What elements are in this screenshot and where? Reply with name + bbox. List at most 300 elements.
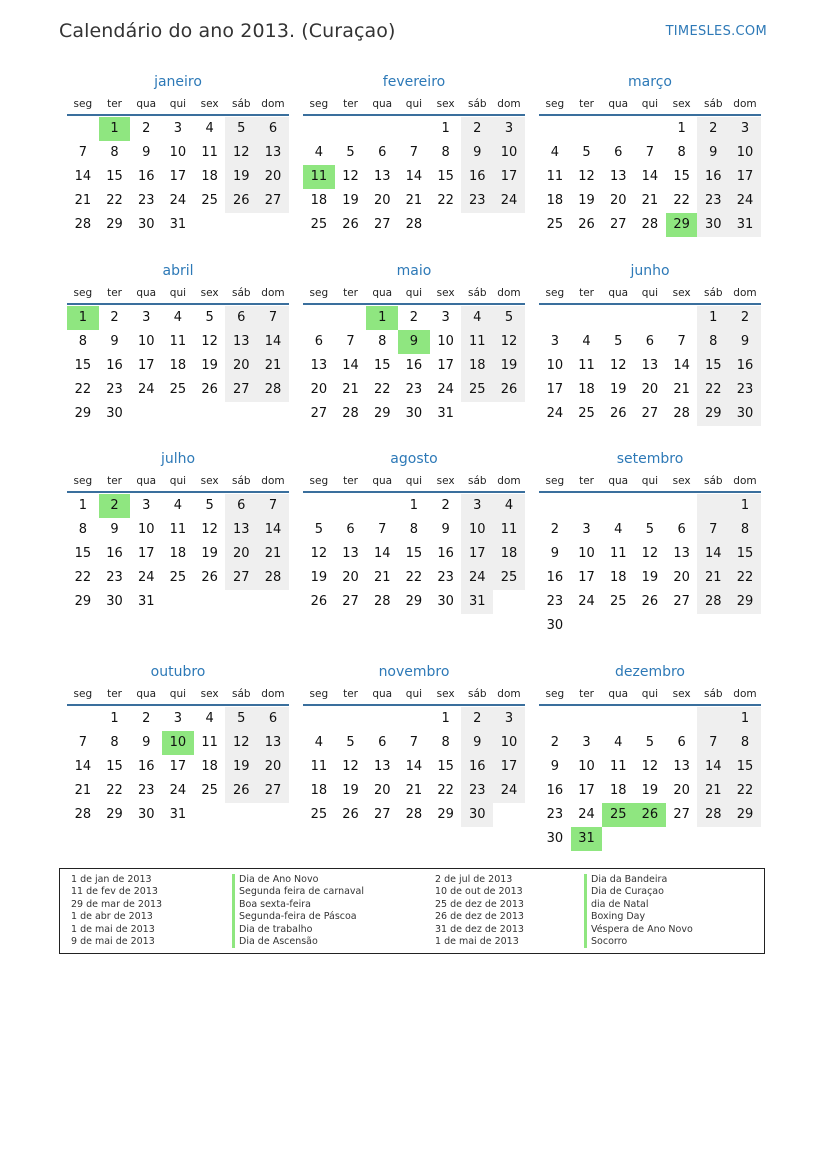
day-cell: 17	[169, 759, 187, 774]
day-cell: 16	[137, 169, 155, 184]
day-cell: 1	[441, 711, 450, 726]
day-cell: 1	[729, 707, 761, 731]
weekday-label: sex	[436, 475, 455, 487]
day-cell: 26	[609, 406, 627, 421]
day-cell: 13	[257, 731, 289, 755]
day-cell: 17	[169, 169, 187, 184]
day-cell: 10	[546, 358, 564, 373]
day-cell: 13	[310, 358, 328, 373]
empty-cell	[539, 306, 571, 330]
holiday-dates-right	[435, 874, 524, 948]
day-cell: 25	[546, 217, 564, 232]
day-cell: 13	[673, 546, 690, 561]
weekday-label: ter	[343, 475, 358, 487]
day-cell: 5	[225, 117, 257, 141]
day-cell: 19	[578, 193, 595, 208]
day-cell: 9	[550, 546, 559, 561]
day-cell: 14	[697, 542, 729, 566]
day-cell: 20	[257, 165, 289, 189]
day-cell: 31	[169, 807, 187, 822]
day-cell: 19	[342, 783, 359, 798]
day-cell: 26	[578, 217, 595, 232]
day-cell: 4	[173, 498, 183, 513]
day-cell: 28	[641, 217, 659, 232]
day-cell: 13	[225, 518, 257, 542]
day-cell: 14	[74, 169, 92, 184]
day-cell: 27	[257, 189, 289, 213]
day-cell: 22	[437, 783, 454, 798]
day-cell: 16	[546, 783, 564, 798]
holiday-names-left	[232, 874, 364, 948]
empty-cell	[257, 402, 289, 426]
holiday-date: 29 de mar de 2013	[71, 898, 163, 910]
weekday-label: qui	[169, 688, 187, 700]
day-cell: 20	[225, 354, 257, 378]
day-cell: 27	[342, 594, 359, 609]
day-cell: 23	[461, 189, 493, 213]
day-cell: 5	[346, 145, 355, 160]
day-cell: 22	[697, 378, 729, 402]
day-cell: 22	[74, 382, 92, 397]
month-maio	[303, 261, 525, 426]
day-cell: 27	[373, 217, 391, 232]
weekday-label: dom	[733, 475, 757, 487]
weekday-label: qui	[405, 98, 423, 110]
day-cell: 31	[461, 590, 493, 614]
weekday-label: qua	[136, 98, 157, 110]
empty-cell	[493, 402, 525, 426]
day-cell: 24	[546, 406, 564, 421]
holiday-date: 31 de dez de 2013	[435, 923, 524, 935]
holiday-name: Dia de trabalho	[232, 924, 364, 936]
weekday-label: dom	[733, 287, 757, 299]
weekday-label: seg	[73, 475, 93, 487]
day-cell: 16	[461, 755, 493, 779]
day-cell: 15	[673, 169, 690, 184]
day-cell: 1	[110, 711, 119, 726]
empty-cell	[303, 306, 335, 330]
weekday-header	[539, 684, 761, 706]
day-cell: 6	[677, 735, 686, 750]
day-cell: 11	[578, 358, 595, 373]
month-novembro	[303, 662, 525, 827]
day-cell: 27	[673, 807, 690, 822]
weekday-header	[303, 471, 525, 493]
day-cell: 16	[405, 358, 423, 373]
day-cell: 19	[609, 382, 627, 397]
day-cell: 2	[550, 735, 559, 750]
day-cell: 6	[378, 145, 387, 160]
holiday-date: 1 de mai de 2013	[71, 923, 155, 935]
day-cell: 5	[582, 145, 591, 160]
weekday-label: seg	[545, 688, 565, 700]
holiday-day-cell: 31	[571, 827, 603, 851]
day-cell: 13	[641, 358, 659, 373]
day-cell: 21	[74, 783, 92, 798]
day-cell: 15	[74, 546, 92, 561]
weekday-label: qui	[641, 98, 659, 110]
day-cell: 21	[257, 542, 289, 566]
weekday-label: ter	[579, 688, 594, 700]
day-cell: 12	[609, 358, 627, 373]
day-cell: 9	[441, 522, 450, 537]
day-cell: 8	[677, 145, 686, 160]
weekday-label: qua	[136, 688, 157, 700]
day-grid	[539, 707, 761, 851]
weekday-header	[539, 471, 761, 493]
day-cell: 25	[578, 406, 595, 421]
empty-cell	[634, 707, 666, 731]
day-grid	[303, 494, 525, 614]
day-cell: 6	[257, 117, 289, 141]
holiday-name: Boa sexta-feira	[232, 899, 364, 911]
day-cell: 22	[106, 783, 123, 798]
day-cell: 21	[641, 193, 659, 208]
empty-cell	[666, 306, 698, 330]
weekday-label: qui	[641, 475, 659, 487]
day-cell: 12	[342, 169, 359, 184]
empty-cell	[366, 494, 398, 518]
weekday-label: sáb	[231, 98, 251, 110]
empty-cell	[335, 494, 367, 518]
month-title: janeiro	[154, 74, 202, 90]
day-cell: 16	[437, 546, 454, 561]
weekday-label: ter	[107, 287, 122, 299]
day-cell: 30	[106, 406, 123, 421]
day-cell: 23	[729, 378, 761, 402]
day-cell: 26	[493, 378, 525, 402]
day-cell: 18	[201, 169, 218, 184]
day-cell: 8	[409, 522, 419, 537]
holiday-date: 1 de abr de 2013	[71, 911, 153, 923]
holiday-date: 2 de jul de 2013	[435, 874, 513, 885]
day-cell: 24	[437, 382, 454, 397]
day-cell: 27	[673, 594, 690, 609]
day-cell: 12	[641, 546, 659, 561]
month-title: outubro	[150, 664, 206, 680]
day-cell: 26	[310, 594, 328, 609]
day-cell: 6	[614, 145, 623, 160]
day-cell: 7	[409, 735, 419, 750]
day-cell: 26	[225, 779, 257, 803]
weekday-label: seg	[73, 287, 93, 299]
day-cell: 12	[225, 731, 257, 755]
day-cell: 12	[578, 169, 595, 184]
day-cell: 30	[697, 213, 729, 237]
day-cell: 11	[609, 546, 627, 561]
empty-cell	[257, 803, 289, 827]
day-cell: 28	[74, 807, 92, 822]
day-cell: 16	[697, 165, 729, 189]
day-cell: 17	[546, 382, 564, 397]
day-cell: 24	[729, 189, 761, 213]
weekday-label: ter	[579, 98, 594, 110]
weekday-label: qui	[169, 475, 187, 487]
day-cell: 13	[257, 141, 289, 165]
empty-cell	[303, 117, 335, 141]
day-cell: 15	[405, 546, 423, 561]
weekday-label: qua	[608, 688, 629, 700]
day-cell: 19	[225, 755, 257, 779]
day-cell: 18	[169, 358, 187, 373]
day-cell: 9	[550, 759, 559, 774]
day-cell: 28	[373, 594, 391, 609]
day-cell: 15	[106, 169, 123, 184]
weekday-label: sex	[436, 688, 455, 700]
empty-cell	[225, 590, 257, 614]
empty-cell	[493, 803, 525, 827]
day-grid	[67, 117, 289, 237]
day-cell: 6	[346, 522, 355, 537]
weekday-label: dom	[497, 475, 521, 487]
weekday-label: qua	[608, 98, 629, 110]
day-cell: 12	[201, 522, 218, 537]
day-cell: 4	[205, 711, 214, 726]
day-cell: 4	[550, 145, 559, 160]
day-cell: 26	[342, 807, 359, 822]
day-cell: 21	[405, 193, 423, 208]
empty-cell	[162, 402, 194, 426]
day-cell: 10	[493, 141, 525, 165]
day-cell: 17	[461, 542, 493, 566]
day-cell: 20	[641, 382, 659, 397]
day-cell: 19	[493, 354, 525, 378]
day-cell: 15	[74, 358, 92, 373]
day-cell: 26	[641, 594, 659, 609]
day-cell: 13	[373, 169, 391, 184]
day-cell: 8	[441, 145, 450, 160]
day-cell: 30	[405, 406, 423, 421]
day-cell: 30	[137, 217, 155, 232]
day-cell: 2	[441, 498, 450, 513]
empty-cell	[666, 827, 698, 851]
day-cell: 10	[493, 731, 525, 755]
day-cell: 3	[441, 310, 450, 325]
day-cell: 31	[137, 594, 155, 609]
day-cell: 29	[729, 803, 761, 827]
day-grid	[303, 707, 525, 827]
day-cell: 30	[461, 803, 493, 827]
day-cell: 17	[729, 165, 761, 189]
weekday-label: seg	[73, 98, 93, 110]
day-cell: 23	[461, 779, 493, 803]
day-cell: 14	[257, 330, 289, 354]
day-cell: 4	[205, 121, 214, 136]
empty-cell	[335, 707, 367, 731]
month-title: agosto	[390, 451, 438, 467]
day-cell: 25	[493, 566, 525, 590]
day-cell: 25	[201, 193, 218, 208]
day-cell: 6	[225, 494, 257, 518]
day-cell: 16	[106, 358, 123, 373]
day-cell: 13	[342, 546, 359, 561]
day-cell: 29	[74, 594, 92, 609]
month-title: dezembro	[615, 664, 685, 680]
day-cell: 14	[342, 358, 359, 373]
day-cell: 3	[461, 494, 493, 518]
day-cell: 18	[201, 759, 218, 774]
holiday-date: 10 de out de 2013	[435, 886, 523, 898]
day-cell: 3	[582, 522, 591, 537]
weekday-header	[303, 684, 525, 706]
weekday-label: dom	[261, 475, 285, 487]
day-cell: 24	[578, 594, 595, 609]
holiday-name: Dia de Curaçao	[584, 886, 693, 898]
weekday-label: sáb	[231, 287, 251, 299]
day-cell: 15	[729, 755, 761, 779]
day-grid	[67, 494, 289, 614]
day-cell: 10	[578, 546, 595, 561]
weekday-label: sex	[672, 688, 691, 700]
day-cell: 25	[201, 783, 218, 798]
empty-cell	[461, 213, 493, 237]
month-title: maio	[396, 263, 432, 279]
day-cell: 22	[729, 779, 761, 803]
day-cell: 18	[493, 542, 525, 566]
day-cell: 6	[225, 306, 257, 330]
weekday-label: dom	[261, 287, 285, 299]
day-cell: 19	[310, 570, 328, 585]
day-grid	[303, 306, 525, 426]
empty-cell	[634, 827, 666, 851]
day-cell: 18	[310, 193, 328, 208]
day-cell: 19	[641, 570, 659, 585]
weekday-header	[67, 684, 289, 706]
empty-cell	[67, 117, 99, 141]
holiday-date: 11 de fev de 2013	[71, 886, 158, 898]
empty-cell	[398, 707, 430, 731]
day-cell: 20	[609, 193, 627, 208]
weekday-label: sáb	[467, 287, 487, 299]
day-cell: 16	[461, 165, 493, 189]
day-cell: 25	[609, 594, 627, 609]
day-grid	[539, 117, 761, 237]
weekday-label: ter	[107, 688, 122, 700]
weekday-label: sex	[200, 287, 219, 299]
weekday-label: seg	[73, 688, 93, 700]
holiday-name: Dia da Bandeira	[584, 874, 693, 886]
day-cell: 15	[729, 542, 761, 566]
holiday-day-cell: 2	[99, 494, 131, 518]
day-cell: 29	[106, 217, 123, 232]
month-junho	[539, 261, 761, 426]
holiday-name: Segunda-feira de Páscoa	[232, 911, 364, 923]
day-cell: 16	[546, 570, 564, 585]
empty-cell	[697, 614, 729, 638]
day-cell: 26	[225, 189, 257, 213]
day-cell: 1	[441, 121, 450, 136]
day-cell: 22	[437, 193, 454, 208]
day-cell: 6	[378, 735, 387, 750]
day-cell: 5	[645, 735, 655, 750]
day-cell: 25	[169, 570, 187, 585]
weekday-label: ter	[343, 98, 358, 110]
day-cell: 28	[74, 217, 92, 232]
empty-cell	[257, 213, 289, 237]
day-cell: 12	[493, 330, 525, 354]
day-cell: 16	[106, 546, 123, 561]
day-cell: 23	[106, 570, 123, 585]
day-cell: 3	[493, 707, 525, 731]
day-cell: 27	[225, 566, 257, 590]
day-cell: 9	[461, 141, 493, 165]
day-cell: 30	[137, 807, 155, 822]
holiday-day-cell: 1	[366, 306, 398, 330]
day-cell: 10	[137, 334, 155, 349]
weekday-label: dom	[733, 688, 757, 700]
month-title: março	[628, 74, 672, 90]
day-cell: 7	[645, 145, 655, 160]
day-cell: 17	[493, 165, 525, 189]
empty-cell	[634, 614, 666, 638]
empty-cell	[571, 306, 603, 330]
day-cell: 24	[493, 779, 525, 803]
day-cell: 17	[493, 755, 525, 779]
empty-cell	[666, 707, 698, 731]
weekday-label: sex	[436, 98, 455, 110]
day-cell: 22	[106, 193, 123, 208]
empty-cell	[571, 494, 603, 518]
weekday-header	[303, 283, 525, 305]
empty-cell	[571, 614, 603, 638]
empty-cell	[602, 614, 634, 638]
empty-cell	[335, 306, 367, 330]
day-cell: 11	[310, 759, 328, 774]
day-cell: 29	[405, 594, 423, 609]
holiday-date: 1 de jan de 2013	[71, 874, 152, 885]
day-cell: 5	[645, 522, 655, 537]
weekday-label: qua	[372, 287, 393, 299]
day-cell: 6	[645, 334, 655, 349]
empty-cell	[666, 494, 698, 518]
day-cell: 14	[697, 755, 729, 779]
weekday-label: qui	[169, 287, 187, 299]
day-cell: 19	[201, 546, 218, 561]
empty-cell	[539, 117, 571, 141]
day-cell: 23	[437, 570, 454, 585]
month-fevereiro	[303, 72, 525, 237]
day-cell: 13	[673, 759, 690, 774]
weekday-label: seg	[309, 475, 329, 487]
site-link[interactable]: TIMESLES.COM	[665, 24, 767, 39]
empty-cell	[539, 494, 571, 518]
weekday-label: dom	[261, 98, 285, 110]
day-cell: 21	[373, 570, 391, 585]
day-grid	[539, 494, 761, 638]
day-cell: 21	[673, 382, 690, 397]
empty-cell	[162, 590, 194, 614]
day-cell: 25	[310, 217, 328, 232]
day-cell: 11	[201, 145, 218, 160]
day-cell: 3	[582, 735, 591, 750]
empty-cell	[130, 402, 162, 426]
day-cell: 3	[550, 334, 559, 349]
day-cell: 10	[169, 145, 187, 160]
day-cell: 18	[169, 546, 187, 561]
day-cell: 14	[74, 759, 92, 774]
empty-cell	[257, 590, 289, 614]
day-cell: 29	[106, 807, 123, 822]
empty-cell	[634, 117, 666, 141]
weekday-label: qui	[169, 98, 187, 110]
holiday-name: Boxing Day	[584, 911, 693, 923]
day-cell: 9	[110, 334, 119, 349]
weekday-label: ter	[579, 475, 594, 487]
day-cell: 4	[582, 334, 591, 349]
day-cell: 18	[609, 783, 627, 798]
day-cell: 13	[373, 759, 391, 774]
day-cell: 7	[409, 145, 419, 160]
